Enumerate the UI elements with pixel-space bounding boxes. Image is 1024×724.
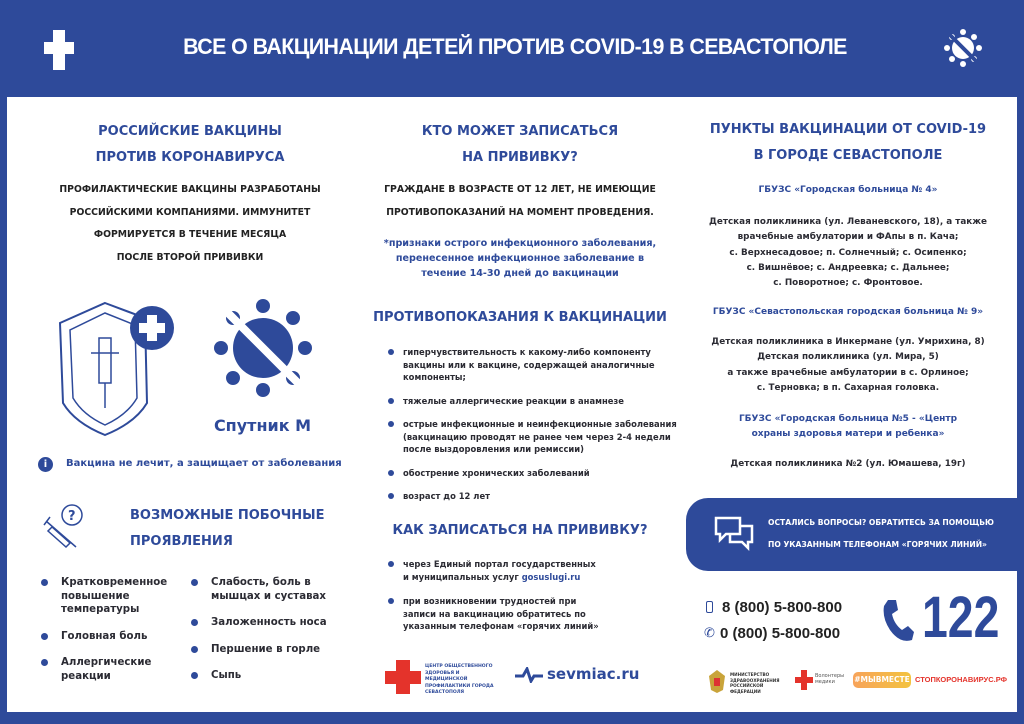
contraindications-list [388, 346, 678, 503]
side-effects-list-left [41, 576, 191, 683]
who-note [360, 236, 680, 281]
sevmiac-link[interactable]: sevmiac.ru [547, 665, 640, 683]
medical-cross-icon [44, 30, 74, 70]
hospital-name: ГБУЗС «Городская больница № 4» [758, 185, 938, 195]
page-title: ВСЕ О ВАКЦИНАЦИИ ДЕТЕЙ ПРОТИВ COVID-19 В СЕВАСТОПОЛЕ [183, 34, 847, 59]
volunteers-cross-icon [795, 670, 813, 690]
heading-line: ПРОЯВЛЕНИЯ [130, 534, 233, 549]
list-item: Першение в горле [191, 643, 341, 657]
text-line: Детская поликлиника (ул. Мира, 5) [757, 352, 939, 363]
list-item: Сыпь [191, 669, 341, 683]
text-line: врачебные амбулатории и ФАпы в п. Кача; [737, 232, 959, 243]
heading-line: ПУНКТЫ ВАКЦИНАЦИИ ОТ COVID-19 [709, 122, 987, 137]
chat-bubbles-icon [712, 512, 756, 556]
text-line: течение 14-30 дней до вакцинации [421, 268, 619, 279]
hospital-addresses [688, 335, 1008, 396]
text-line: *признаки острого инфекционного заболевания, [383, 238, 657, 249]
text-line: ПРОФИЛАКТИЧЕСКИЕ ВАКЦИНЫ РАЗРАБОТАНЫ [59, 184, 321, 195]
vaccination-points-heading [688, 117, 1008, 169]
list-item: острые инфекционные и неинфекционные заболевания (вакцинацию проводят не ранее чем через 2-4 недели после выздоровления или ремиссии) [388, 418, 678, 456]
hospital-name: ГБУЗС «Городская больница №5 - «Центр охраны здоровья матери и ребенка» [738, 414, 958, 440]
heading-line: НА ПРИВИВКУ? [462, 150, 578, 165]
list-item: Аллергические реакции [41, 656, 151, 683]
list-item: Слабость, боль в мышцах и суставах [191, 576, 341, 603]
text-line: ПРОТИВОПОКАЗАНИЙ НА МОМЕНТ ПРОВЕДЕНИЯ. [386, 206, 654, 218]
coat-of-arms-icon [706, 668, 728, 694]
hotline-phone-1[interactable]: 8 (800) 5-800-800 [722, 599, 843, 616]
how-heading: КАК ЗАПИСАТЬСЯ НА ПРИВИВКУ? [392, 523, 648, 538]
crossed-virus-icon [943, 28, 983, 68]
health-center-logo-icon [385, 660, 421, 694]
text-line: Детская поликлиника №2 (ул. Юмашева, 19г) [730, 459, 966, 469]
volunteers-logo-text: Волонтеры медики [815, 673, 845, 685]
text-line: перенесенное инфекционное заболевание в [395, 253, 645, 264]
handset-icon [880, 598, 916, 644]
contraindications-heading: ПРОТИВОПОКАЗАНИЯ К ВАКЦИНАЦИИ [373, 310, 667, 325]
text-line: ФОРМИРУЕТСЯ В ТЕЧЕНИЕ МЕСЯЦА [93, 229, 287, 240]
minzdrav-logo-text: МИНИСТЕРСТВО ЗДРАВООХРАНЕНИЯ РОССИЙСКОЙ ФЕДЕРАЦИИ [730, 672, 780, 694]
how-list [388, 558, 603, 633]
phone-icon: ✆ [704, 626, 715, 641]
questions-text [768, 512, 994, 556]
crossed-virus-icon [213, 298, 313, 398]
text-line: а также врачебные амбулатории в с. Орлиное; [727, 367, 969, 378]
info-icon: i [38, 457, 53, 472]
vaccines-text [30, 179, 350, 269]
list-item-text: через Единый портал государственных и муниципальных услуг [403, 559, 596, 582]
heading-line: В ГОРОДЕ СЕВАСТОПОЛЕ [753, 148, 943, 163]
list-item [388, 558, 603, 583]
who-heading [370, 119, 670, 171]
hotline-phone-2[interactable]: 0 (800) 5-800-800 [720, 625, 841, 642]
text-line: ПО УКАЗАННЫМ ТЕЛЕФОНАМ «ГОРЯЧИХ ЛИНИЙ» [768, 540, 987, 549]
text-line: с. Вишнёвое; с. Андреевка; с. Дальнее; [746, 262, 950, 273]
side-effects-heading [130, 503, 324, 555]
text-line: Детская поликлиника в Инкермане (ул. Умрихина, 8) [711, 337, 985, 347]
hospital-name: ГБУЗС «Севастопольская городская больница № 9» [712, 307, 984, 317]
side-effects-list-right [191, 576, 341, 683]
list-item: Заложенность носа [191, 616, 341, 630]
health-center-logo-text: ЦЕНТР ОБЩЕСТВЕННОГО ЗДОРОВЬЯ И МЕДИЦИНСКОЙ ПРОФИЛАКТИКИ ГОРОДА СЕВАСТОПОЛЯ [425, 664, 494, 695]
gosuslugi-link[interactable]: gosuslugi.ru [521, 571, 581, 582]
list-item: при возникновении трудностей при записи на вакцинацию обратитесь по указанным телефонам «горячих линий» [388, 595, 603, 633]
text-line: с. Верхнесадовое; п. Солнечный; с. Осипенко; [729, 247, 967, 258]
info-text: Вакцина не лечит, а защищает от заболевания [66, 458, 342, 469]
text-line: ОСТАЛИСЬ ВОПРОСЫ? ОБРАТИТЕСЬ ЗА ПОМОЩЬЮ [768, 518, 994, 527]
list-item: обострение хронических заболеваний [388, 467, 678, 480]
list-item: гиперчувствительность к какому-либо компоненту вакцины или к вакцине, содержащей аналогичные компоненты; [388, 346, 678, 384]
hospital-addresses [688, 215, 1008, 291]
syringe-question-icon [40, 503, 86, 553]
vaccines-heading [40, 119, 340, 171]
list-item: Головная боль [41, 630, 191, 644]
text-line: Детская поликлиника (ул. Леваневского, 18), а также [709, 217, 987, 227]
heading-line: КТО МОЖЕТ ЗАПИСАТЬСЯ [421, 124, 619, 139]
hospital-addresses [688, 457, 1008, 472]
pulse-icon [515, 667, 543, 683]
who-text [360, 179, 680, 224]
heading-line: ВОЗМОЖНЫЕ ПОБОЧНЫЕ [130, 508, 325, 523]
list-item: Кратковременное повышение температуры [41, 576, 191, 617]
shield-syringe-icon [55, 298, 175, 438]
short-number-122[interactable]: 122 [922, 585, 1000, 650]
together-logo: #МЫВМЕСТЕ [853, 672, 911, 688]
stopcoronavirus-logo: СТОПКОРОНАВИРУС.РФ [915, 675, 1008, 684]
vaccine-name: Спутник М [213, 416, 312, 435]
heading-line: ПРОТИВ КОРОНАВИРУСА [95, 150, 285, 165]
mobile-phone-icon [706, 601, 713, 613]
text-line: РОССИЙСКИМИ КОМПАНИЯМИ. ИММУНИТЕТ [69, 206, 311, 218]
text-line: с. Терновка; в п. Сахарная головка. [756, 382, 940, 393]
list-item: тяжелые аллергические реакции в анамнезе [388, 395, 678, 408]
list-item: возраст до 12 лет [388, 490, 678, 503]
heading-line: РОССИЙСКИЕ ВАКЦИНЫ [98, 124, 282, 139]
text-line: с. Поворотное; с. Фронтовое. [773, 278, 923, 289]
text-line: ГРАЖДАНЕ В ВОЗРАСТЕ ОТ 12 ЛЕТ, НЕ ИМЕЮЩИЕ [384, 184, 656, 195]
text-line: ПОСЛЕ ВТОРОЙ ПРИВИВКИ [116, 251, 264, 263]
svg-text:?: ? [68, 509, 76, 524]
